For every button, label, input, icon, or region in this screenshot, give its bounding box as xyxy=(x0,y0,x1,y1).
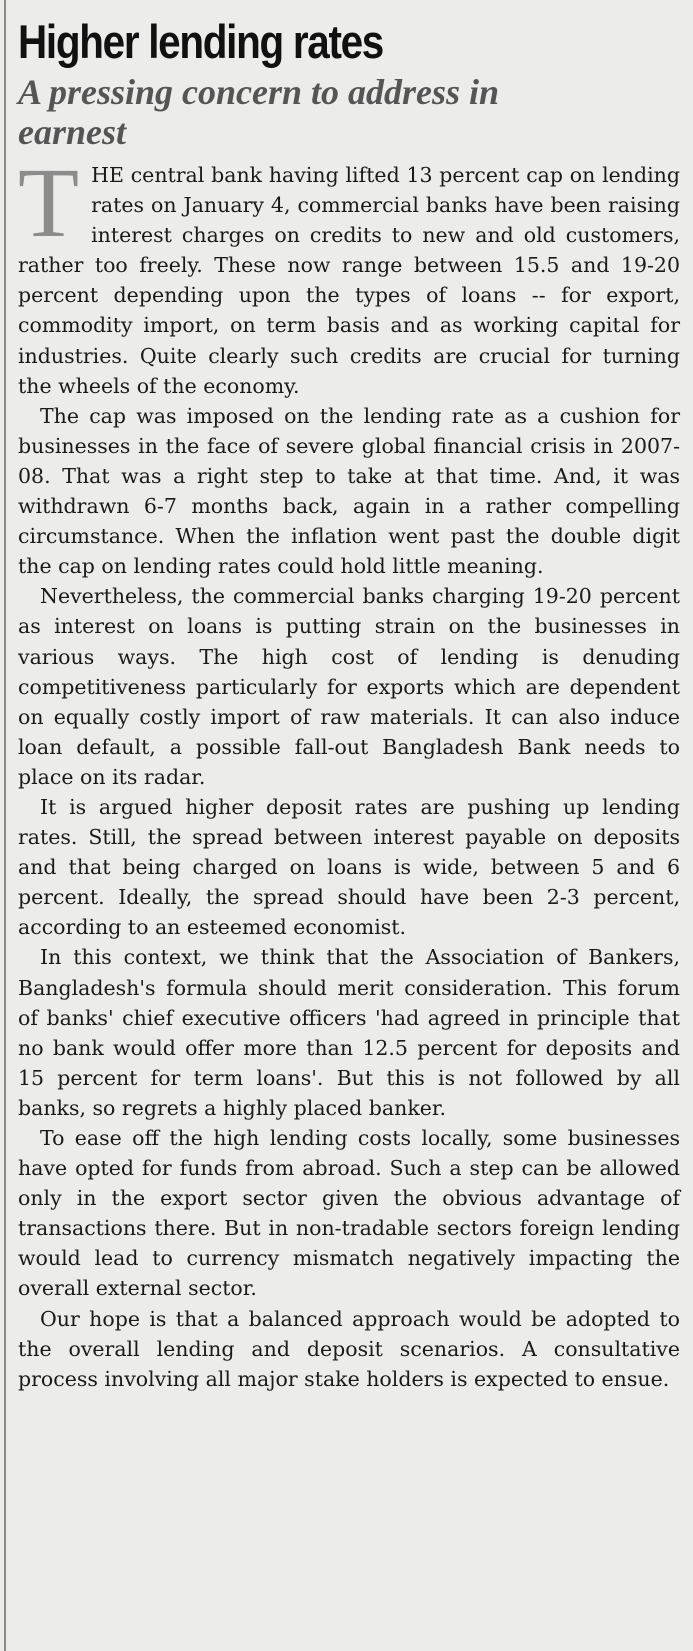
article-body xyxy=(18,147,680,1394)
column-rule xyxy=(4,0,6,1651)
paragraph: In this context, we think that the Association of Bankers, Bangladesh's formula should merit consideration. This forum of banks' chief executive officers 'had agreed in principle that no bank would offer more than 12.5 percent for deposits and 15 percent for term loans'. But this is not followed by all banks, so regrets a highly placed banker. xyxy=(18,945,680,1120)
editorial-article xyxy=(18,14,680,1394)
paragraph: To ease off the high lending costs locally, some businesses have opted for funds from abroad. Such a step can be allowed only in the export sector given the obvious advantage of transactions there. But in non-tradable sectors foreign lending would lead to currency mismatch negatively impacting the overall external sector. xyxy=(18,1126,680,1301)
paragraph: Nevertheless, the commercial banks charging 19-20 percent as interest on loans is putting strain on the businesses in various ways. The high cost of lending is denuding competitiveness particularly for exports which are dependent on equally costly import of raw materials. It can also induce loan default, a possible fall-out Bangladesh Bank needs to place on its radar. xyxy=(18,584,680,789)
paragraph: The cap was imposed on the lending rate as a cushion for businesses in the face of severe global financial crisis in 2007-08. That was a right step to take at that time. And, it was withdrawn 6-7 months back, again in a rather compelling circumstance. When the inflation went past the double digit the cap on lending rates could hold little meaning. xyxy=(18,403,680,579)
paragraph: It is argued higher deposit rates are pushing up lending rates. Still, the spread between interest payable on deposits and that being charged on loans is wide, between 5 and 6 percent. Ideally, the spread should have been 2-3 percent, according to an esteemed economist. xyxy=(18,794,680,940)
paragraph xyxy=(18,147,680,401)
paragraph: Our hope is that a balanced approach would be adopted to the overall lending and deposit scenarios. A consultative process involving all major stake holders is expected to ensue. xyxy=(18,1306,680,1391)
headline: Higher lending rates xyxy=(18,15,384,68)
subheadline: A pressing concern to address in earnest xyxy=(18,72,500,152)
drop-cap: T xyxy=(18,147,80,258)
paragraph-text: HE central bank having lifted 13 percent cap on lending rates on January 4, commercial banks have been raising interest charges on credits to new and old customers, rather too freely. These now range between 15.5 and 19-20 percent depending upon the types of loans -- for export, commodity import, on term basis and as working capital for industries. Quite clearly such credits are crucial for turning the wheels of the economy. xyxy=(18,163,680,398)
